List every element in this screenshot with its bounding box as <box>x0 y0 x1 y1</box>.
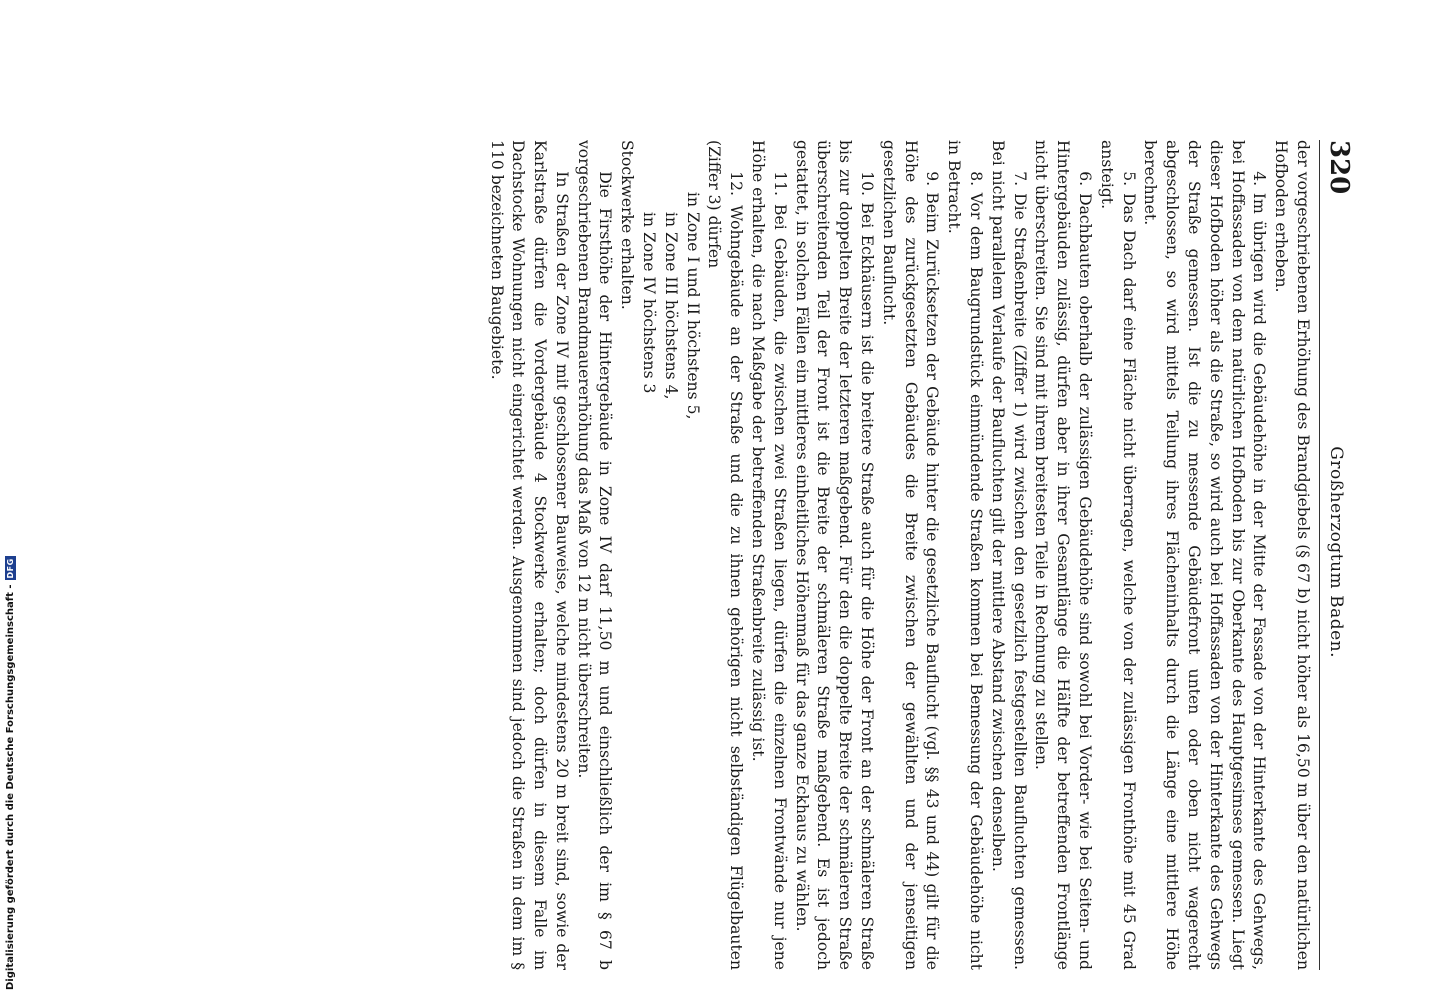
paragraph: der vorgeschriebenen Erhöhung des Brandgiebels (§ 67 b) nicht höher als 16,50 m über den natürlichen Hofboden erheben. <box>1272 140 1312 970</box>
paragraph: 8. Vor dem Baugrundstück einmündende Straßen kommen bei Bemessung der Gebäudehöhe nicht in Betracht. <box>945 140 986 970</box>
paragraph: 5. Das Dach darf eine Fläche nicht überragen, welche von der zulässigen Fronthöhe mit 45 Grad ansteigt. <box>1097 140 1138 970</box>
paragraph: 7. Die Straßenbreite (Ziffer 1) wird zwischen den gesetzlich festgestellten Baufluchten gemessen. Bei nicht parallelem Verlaufe der Baufluchten gilt der mittlere Abstand zwischen denselben. <box>988 140 1029 970</box>
paragraph: 4. Im übrigen wird die Gebäudehöhe in der Mitte der Fassade von der Hinterkante des Gehwegs, bei Hoffassaden von dem natürlichen Hofboden bis zur Oberkante des Hauptgesimses gemessen. Liegt dieser Hofboden höher als die Straße, so wird auch bei Hoffassaden von der Hinterkante des Gehwegs der Straße gemessen. Ist die zu messende Gebäudefront unten oder oben nicht wagerecht abgeschlossen, so wird mittels Teilung ihres Flächeninhalts durch die Länge eine mittlere Höhe berechnet. <box>1141 140 1269 970</box>
page-number: 320 <box>1324 140 1354 195</box>
body-text <box>485 140 1313 970</box>
running-head: Großherzogtum Baden. <box>1326 446 1346 658</box>
paragraph: 11. Bei Gebäuden, die zwischen zwei Straßen liegen, dürfen die einzelnen Frontwände nur jene Höhe erhalten, die nach Maßgabe der betreffenden Straßenbreite zulässig ist. <box>749 140 789 970</box>
dfg-logo-icon: DFG <box>5 558 15 579</box>
digitization-credit <box>2 558 18 990</box>
paragraph: 6. Dachbauten oberhalb der zulässigen Gebäudehöhe sind sowohl bei Vorder- wie bei Seiten- und Hintergebäuden zulässig, dürfen aber in ihrer Gesamtlänge die Hälfte der betreffenden Frontlänge nicht überschreiten. Sie sind mit ihrem breitesten Teile in Rechnung zu stellen. <box>1032 140 1095 970</box>
page-header <box>1319 140 1354 970</box>
zone-line: in Zone IV höchstens 3 <box>640 212 659 394</box>
paragraph: In Straßen der Zone IV mit geschlossener Bauweise, welche mindestens 20 m breit sind, sowie der Karlstraße dürfen die Vordergebäude 4 Stockwerke erhalten; doch dürfen in diesem Falle im Dachstocke Wohnungen nicht eingerichtet werden. Ausgenommen sind jedoch die Straßen in dem im § 110 bezeichneten Baugebiete. <box>487 140 571 970</box>
credit-text: Digitalisierung gefördert durch die Deutsche Forschungsgemeinschaft - <box>4 584 16 990</box>
page-content <box>104 140 1354 970</box>
paragraph: 9. Beim Zurücksetzen der Gebäude hinter die gesetzliche Bauflucht (vgl. §§ 43 und 44) gilt für die Höhe des zurückgesetzten Gebäudes die Breite zwischen der gewählten und der jenseitigen gesetzlichen Bauflucht. <box>879 140 942 970</box>
zone-line: in Zone I und II höchstens 5, <box>683 192 702 420</box>
rotated-page <box>104 140 1354 970</box>
stockwerke-line: Stockwerke erhalten. <box>618 140 637 310</box>
paragraph: 10. Bei Eckhäusern ist die breitere Straße auch für die Höhe der Front an der schmäleren Straße bis zur doppelten Breite der letzteren maßgebend. Für den die doppelte Breite der schmäleren Straße überschreitenden Teil der Front ist die Breite der schmäleren Straße maßgebend. Es ist jedoch gestattet, in solchen Fällen ein mittleres einheitliches Höhenmaß für das ganze Eckhaus zu wählen. <box>792 140 877 970</box>
paragraph: Die Firsthöhe der Hintergebäude in Zone IV darf 11,50 m und einschließlich der im § 67 b vorgeschriebenen Brandmauererhöhung das Maß von 12 m nicht überschreiten. <box>574 140 615 970</box>
paragraph: 12. Wohngebäude an der Straße und die zu ihnen gehörigen nicht selbständigen Flügelbauten (Ziffer 3) dürfen <box>705 140 746 970</box>
credit-line <box>2 558 18 990</box>
zone-line: in Zone III höchstens 4, <box>661 212 680 400</box>
